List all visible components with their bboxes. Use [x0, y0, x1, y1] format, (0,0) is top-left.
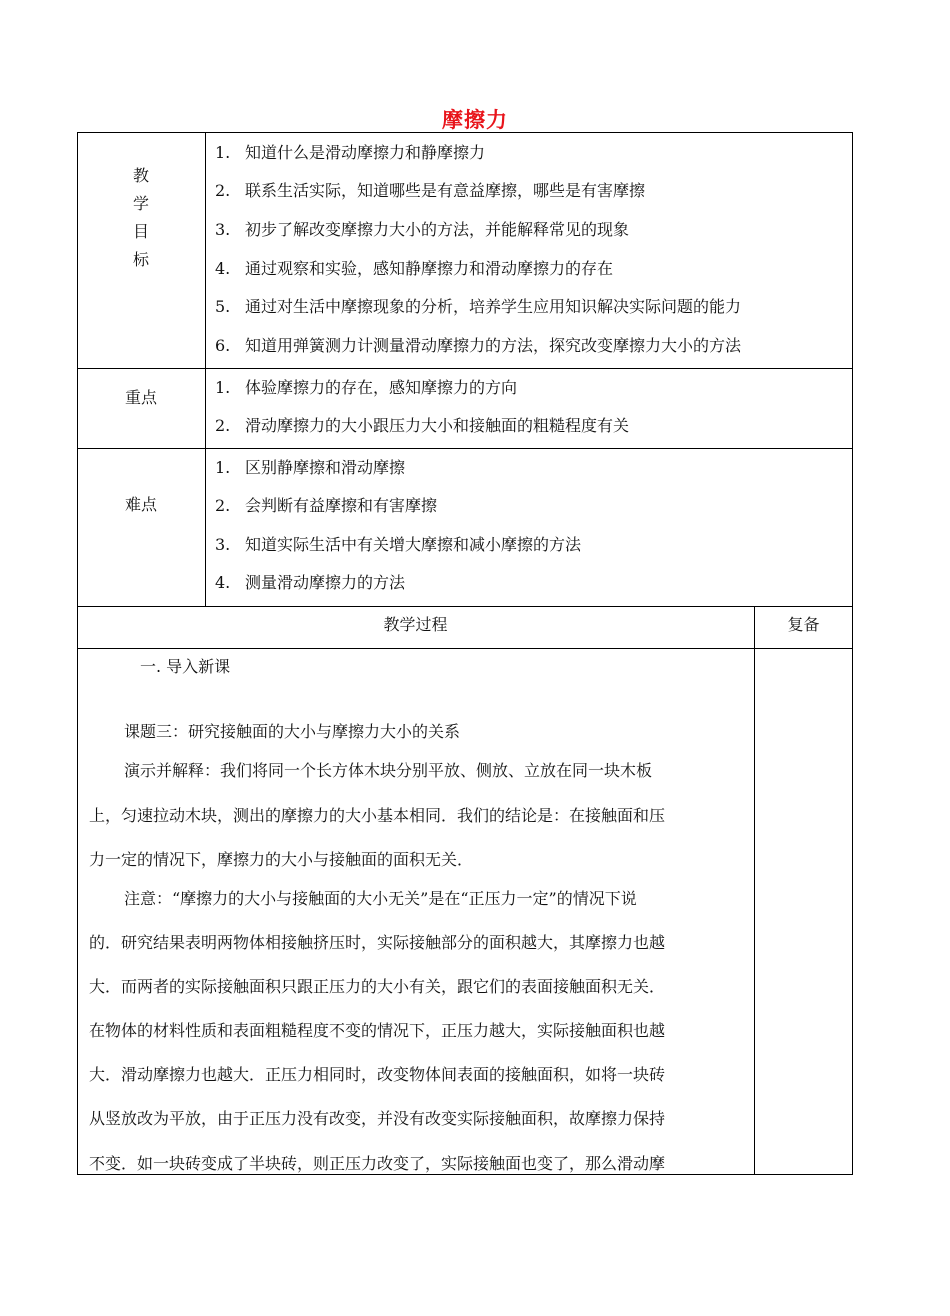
difficulty-item: 2. 会判断有益摩擦和有害摩擦: [215, 496, 438, 515]
body-line: 大．滑动摩擦力也越大．正压力相同时，改变物体间表面的接触面积，如将一块砖: [89, 1065, 666, 1084]
review-header: 复备: [787, 615, 820, 634]
objective-item: 6. 知道用弹簧测力计测量滑动摩擦力的方法，探究改变摩擦力大小的方法: [215, 336, 742, 355]
table-divider: [77, 606, 853, 607]
side-column-divider: [754, 606, 755, 1174]
table-divider: [77, 368, 853, 369]
section-heading: 一. 导入新课: [140, 657, 231, 676]
objective-item: 3. 初步了解改变摩擦力大小的方法，并能解释常见的现象: [215, 220, 630, 239]
label-column-divider: [205, 132, 206, 606]
body-line: 力一定的情况下，摩擦力的大小与接触面的面积无关．: [89, 850, 474, 869]
difficulty-item: 4. 测量滑动摩擦力的方法: [215, 573, 406, 592]
body-line: 注意：“摩擦力的大小与接触面的大小无关”是在“正压力一定”的情况下说: [124, 889, 637, 908]
process-header: 教学过程: [383, 615, 448, 634]
table-border-bottom: [77, 1174, 853, 1175]
table-border-top: [77, 132, 853, 133]
key-point-item: 1. 体验摩擦力的存在，感知摩擦力的方向: [215, 378, 518, 397]
body-line: 不变．如一块砖变成了半块砖，则正压力改变了，实际接触面也变了，那么滑动摩: [89, 1154, 666, 1173]
difficulty-item: 3. 知道实际生活中有关增大摩擦和减小摩擦的方法: [215, 535, 582, 554]
objective-item: 1. 知道什么是滑动摩擦力和静摩擦力: [215, 143, 486, 162]
key-points-label: 重点: [124, 388, 157, 407]
objectives-label: 教 学 目 标: [132, 166, 149, 269]
key-point-item: 2. 滑动摩擦力的大小跟压力大小和接触面的粗糙程度有关: [215, 416, 630, 435]
body-line: 上，匀速拉动木块，测出的摩擦力的大小基本相同．我们的结论是：在接触面和压: [89, 806, 666, 825]
body-line: 在物体的材料性质和表面粗糙程度不变的情况下，正压力越大，实际接触面积也越: [89, 1021, 666, 1040]
table-divider: [77, 648, 853, 649]
table-divider: [77, 448, 853, 449]
topic-heading: 课题三：研究接触面的大小与摩擦力大小的关系: [124, 722, 461, 741]
objective-item: 2. 联系生活实际，知道哪些是有意益摩擦，哪些是有害摩擦: [215, 181, 646, 200]
body-line: 大．而两者的实际接触面积只跟正压力的大小有关，跟它们的表面接触面积无关．: [89, 977, 666, 996]
difficulty-item: 1. 区别静摩擦和滑动摩擦: [215, 458, 406, 477]
body-line: 从竖放改为平放，由于正压力没有改变，并没有改变实际接触面积，故摩擦力保持: [89, 1109, 666, 1128]
table-border-left: [77, 132, 78, 1175]
body-line: 的．研究结果表明两物体相接触挤压时，实际接触部分的面积越大，其摩擦力也越: [89, 933, 666, 952]
objective-item: 5. 通过对生活中摩擦现象的分析，培养学生应用知识解决实际问题的能力: [215, 297, 742, 316]
body-line: 演示并解释：我们将同一个长方体木块分别平放、侧放、立放在同一块木板: [124, 761, 653, 780]
page-title: 摩擦力: [442, 108, 508, 132]
objective-item: 4. 通过观察和实验，感知静摩擦力和滑动摩擦力的存在: [215, 259, 614, 278]
table-border-right: [852, 132, 853, 1175]
difficulties-label: 难点: [124, 495, 157, 514]
